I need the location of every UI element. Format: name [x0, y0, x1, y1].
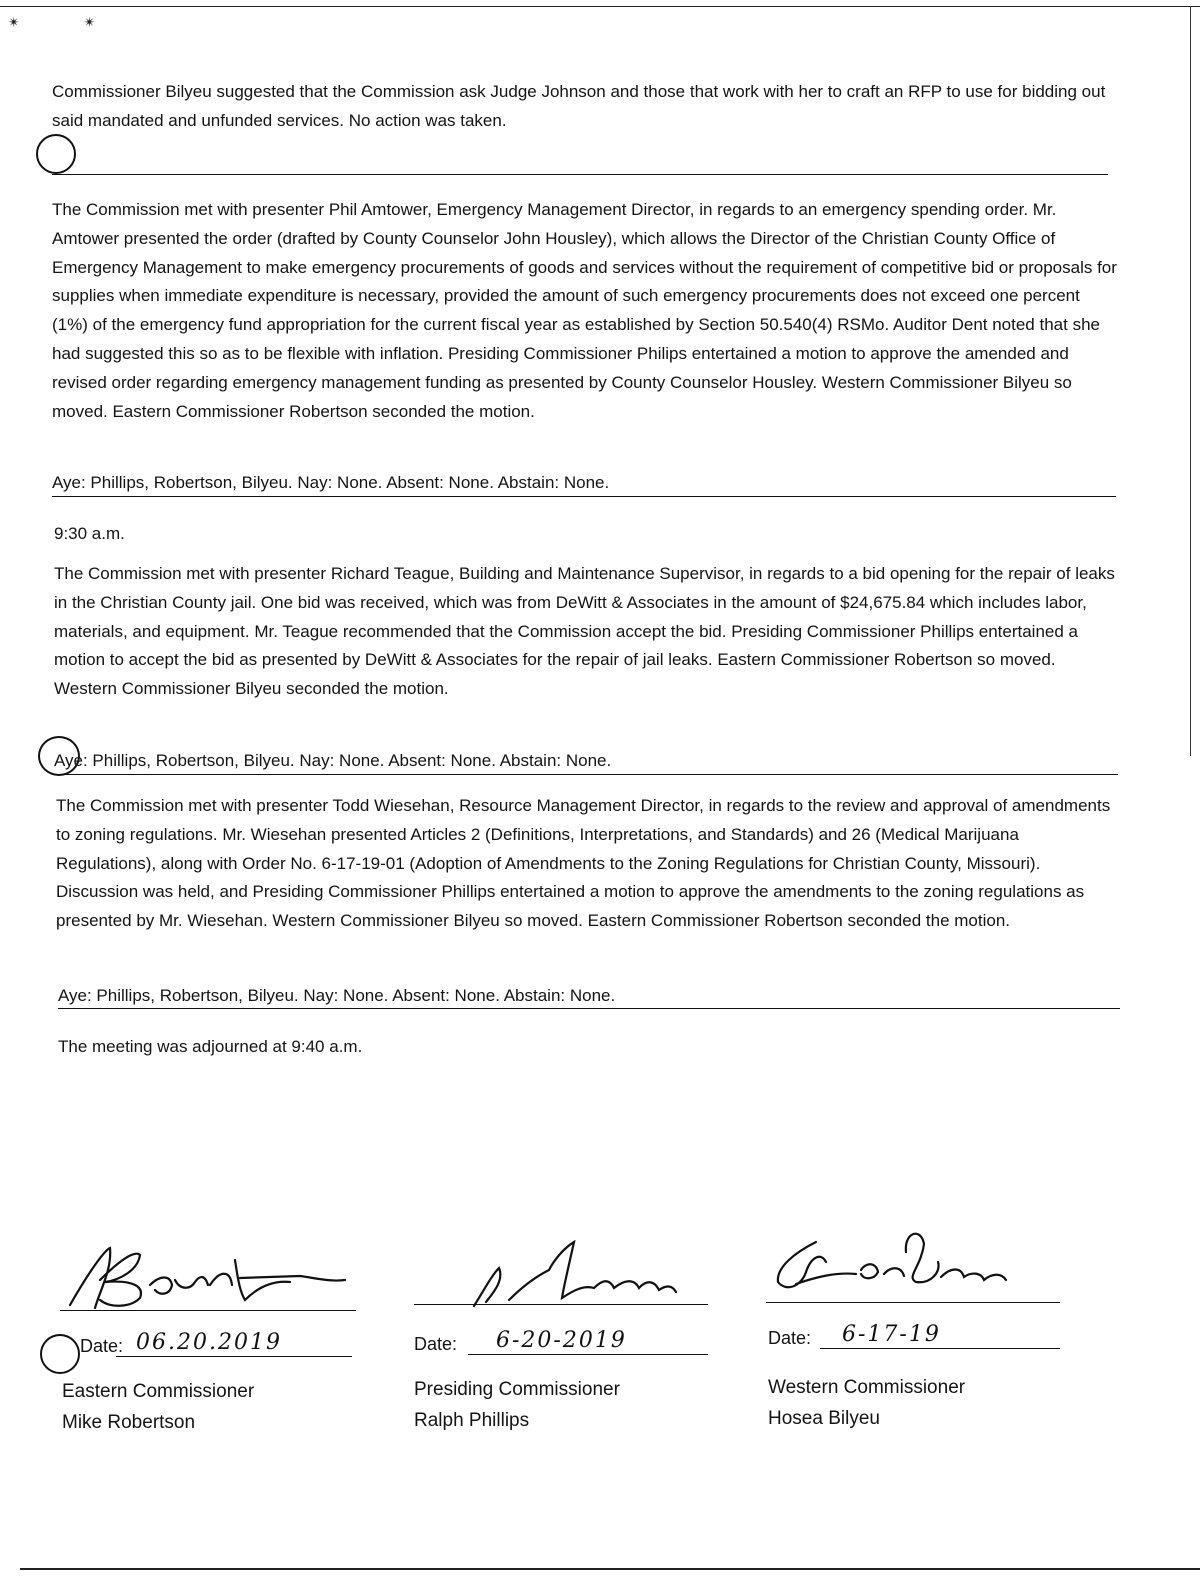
section-divider [58, 1008, 1120, 1009]
signer-name: Ralph Phillips [414, 1410, 530, 1431]
adjournment-note: The meeting was adjourned at 9:40 a.m. [58, 1037, 363, 1056]
handwritten-date: 06.20.2019 [136, 1330, 282, 1355]
signer-name: Mike Robertson [62, 1412, 196, 1433]
date-row [80, 1330, 350, 1357]
minutes-paragraph: The Commission met with presenter Todd Wiesehan, Resource Management Director, in regards to the review and approval of amendments to zoning regulations. Mr. Wiesehan presented Articles 2 (Definitions, Interpretations, and Standards) and 26 (Medical Marijuana Regulations), along with Order No. 6-17-19-01 (Adoption of Amendments to the Zoning Regulations for Christian County, Missouri). Discussion was held, and Presiding Commissioner Phillips entertained a motion to approve the amendments to the zoning regulations as presented by Mr. Wiesehan. Western Commissioner Bilyeu so moved. Eastern Commissioner Robertson seconded the motion. [56, 796, 1111, 931]
handwritten-signature [414, 1230, 714, 1320]
signature-block-presiding [414, 1230, 734, 1450]
minutes-paragraph: Commissioner Bilyeu suggested that the Commission ask Judge Johnson and those that work with her to craft an RFP to use for bidding out said mandated and unfunded services. No action was taken. [52, 82, 1106, 130]
signature-line [766, 1302, 1060, 1303]
handwritten-signature [766, 1222, 1066, 1312]
date-label: Date: [768, 1328, 812, 1348]
signature-line [60, 1310, 356, 1311]
signature-block-eastern [60, 1230, 380, 1450]
date-row [414, 1328, 708, 1355]
date-line [116, 1356, 352, 1357]
section-divider [52, 174, 1108, 175]
date-row [768, 1322, 1060, 1349]
signer-title: Western Commissioner [768, 1377, 966, 1398]
page-edge-right [1190, 6, 1191, 756]
signature-line [414, 1304, 708, 1305]
vote-record: Aye: Phillips, Robertson, Bilyeu. Nay: None. Absent: None. Abstain: None. [54, 751, 612, 770]
minutes-paragraph: The Commission met with presenter Phil Amtower, Emergency Management Director, in regards to an emergency spending order. Mr. Amtower presented the order (drafted by County Counselor John Housley), which allows the Director of the Christian County Office of Emergency Management to make emergency procurements of goods and services without the requirement of competitive bid or proposals for supplies when immediate expenditure is necessary, provided the amount of such emergency procurements does not exceed one percent (1%) of the emergency fund appropriation for the current fiscal year as established by Section 50.540(4) RSMo. Auditor Dent noted that she had suggested this so as to be flexible with inflation. Presiding Commissioner Philips entertained a motion to approve the amended and revised order regarding emergency management funding as presented by County Counselor Housley. Western Commissioner Bilyeu so moved. Eastern Commissioner Robertson seconded the motion. [52, 200, 1117, 421]
scan-marks: ✴ ✴ [8, 14, 126, 30]
handwritten-date: 6-17-19 [842, 1322, 941, 1347]
handwritten-date: 6-20-2019 [496, 1328, 627, 1353]
date-label: Date: [80, 1336, 124, 1356]
section-divider [54, 774, 1118, 775]
vote-record: Aye: Phillips, Robertson, Bilyeu. Nay: None. Absent: None. Abstain: None. [58, 986, 616, 1005]
handwritten-signature [60, 1230, 360, 1320]
date-line [468, 1354, 708, 1355]
signature-block-western [766, 1222, 1086, 1442]
signer-title: Presiding Commissioner [414, 1379, 620, 1400]
punch-hole [36, 134, 76, 174]
section-divider [52, 496, 1116, 497]
date-label: Date: [414, 1334, 458, 1354]
signer-title: Eastern Commissioner [62, 1381, 255, 1402]
time-stamp: 9:30 a.m. [54, 524, 125, 543]
signer-name: Hosea Bilyeu [768, 1408, 880, 1429]
vote-record: Aye: Phillips, Robertson, Bilyeu. Nay: None. Absent: None. Abstain: None. [52, 473, 610, 492]
page-edge-top [0, 6, 1200, 7]
date-line [820, 1348, 1060, 1349]
minutes-paragraph: The Commission met with presenter Richard Teague, Building and Maintenance Supervisor, in regards to a bid opening for the repair of leaks in the Christian County jail. One bid was received, which was from DeWitt & Associates in the amount of $24,675.84 which includes labor, materials, and equipment. Mr. Teague recommended that the Commission accept the bid. Presiding Commissioner Phillips entertained a motion to accept the bid as presented by DeWitt & Associates for the repair of jail leaks. Eastern Commissioner Robertson so moved. Western Commissioner Bilyeu seconded the motion. [54, 564, 1115, 699]
page-edge-bottom [20, 1568, 1200, 1570]
